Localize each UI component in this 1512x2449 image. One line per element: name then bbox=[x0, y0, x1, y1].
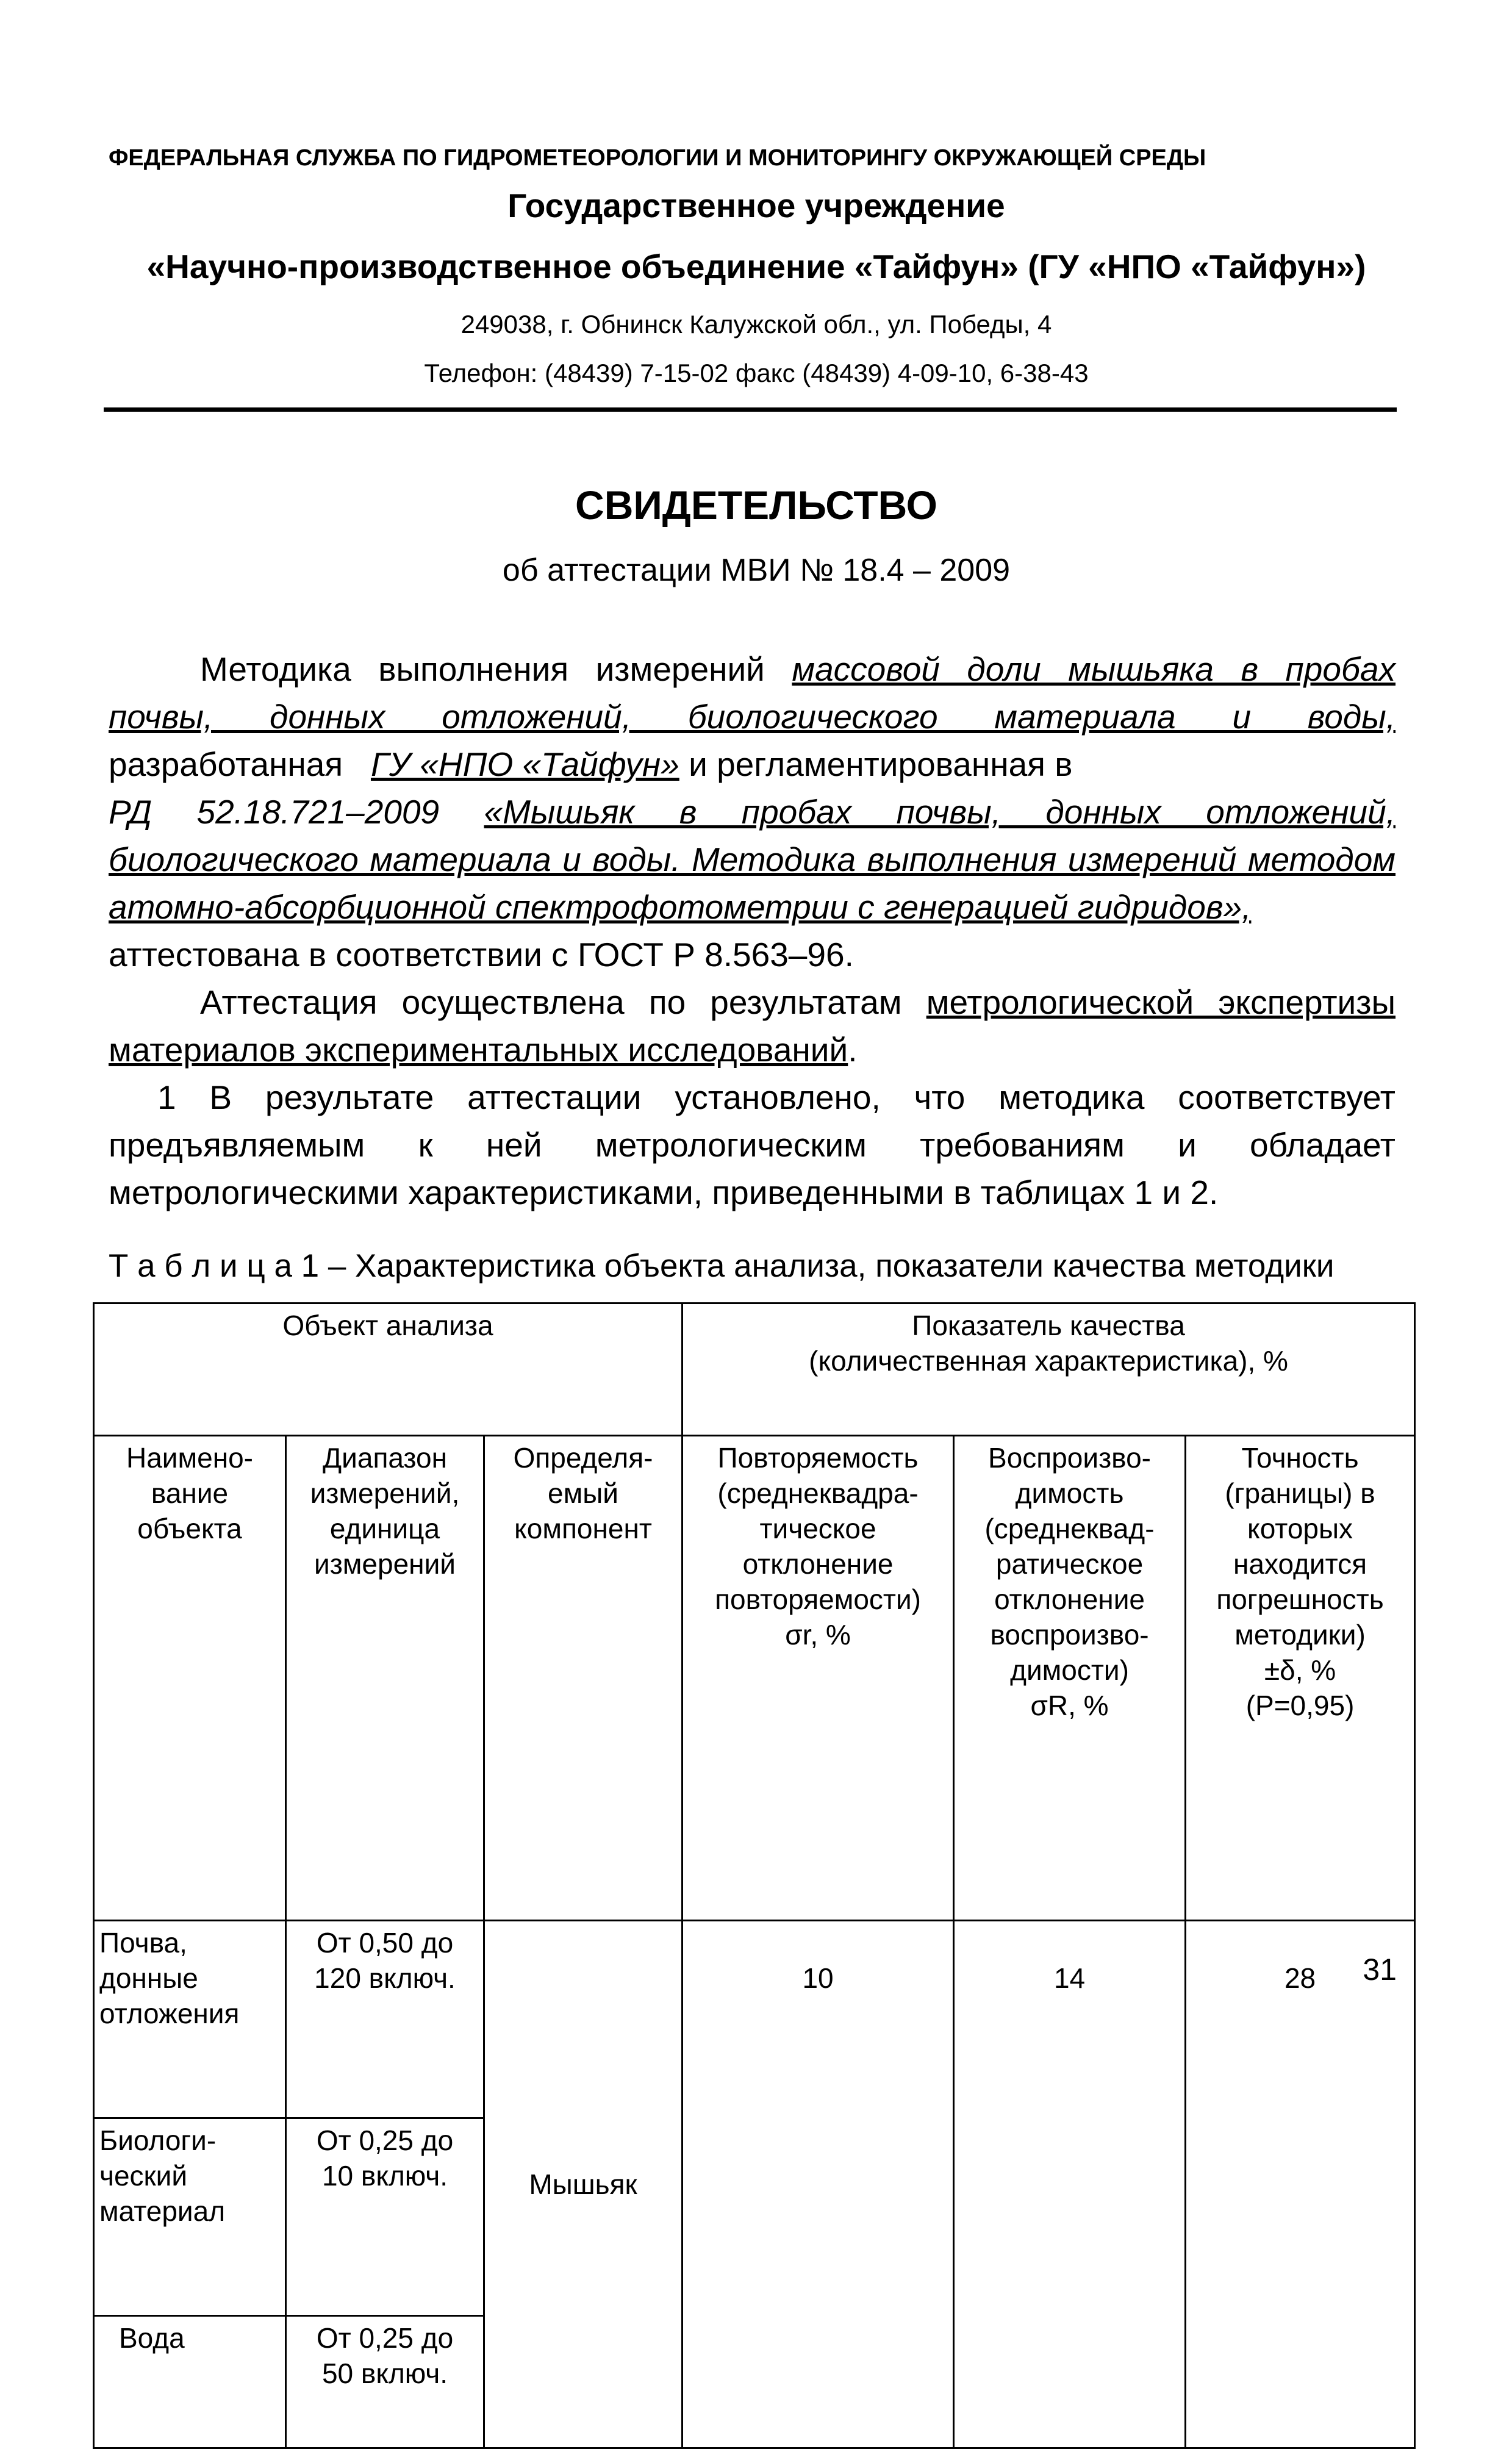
col-header-repeatability: Повторяемость (среднеквадра- тическое отклонение повторяемости) σr, % bbox=[683, 1436, 954, 1921]
row-range-soil: От 0,50 до 120 включ. bbox=[286, 1921, 484, 2118]
document-subtitle: об аттестации МВИ № 18.4 – 2009 bbox=[502, 553, 1011, 588]
col-header-name: Наимено- вание объекта bbox=[94, 1436, 286, 1921]
table1-group-object: Объект анализа bbox=[94, 1303, 683, 1436]
p1-line2: почвы, донных отложений, биологического материала и воды, bbox=[109, 698, 1396, 736]
p1-line7: аттестована в соответствии с ГОСТ Р 8.563–96. bbox=[109, 936, 854, 974]
agency-name: ФЕДЕРАЛЬНАЯ СЛУЖБА ПО ГИДРОМЕТЕОРОЛОГИИ И МОНИТОРИНГУ ОКРУЖАЮЩЕЙ СРЕДЫ bbox=[109, 145, 1206, 171]
p1-line1: Методика выполнения измерений массовой доли мышьяка в пробах bbox=[200, 650, 1396, 688]
table1-group-quality: Показатель качества (количественная характеристика), % bbox=[683, 1303, 1415, 1436]
cell-reproducibility-value: 14 bbox=[954, 1921, 1186, 2448]
p1-line6: атомно-абсорбционной спектрофотометрии с генерацией гидридов», bbox=[109, 888, 1252, 926]
cell-repeatability-value: 10 bbox=[683, 1921, 954, 2448]
row-range-bio: От 0,25 до 10 включ. bbox=[286, 2118, 484, 2315]
p1-line5: биологического материала и воды. Методика выполнения измерений методом bbox=[109, 841, 1396, 878]
institution-type: Государственное учреждение bbox=[507, 187, 1005, 224]
institution-address: 249038, г. Обнинск Калужской обл., ул. Победы, 4 bbox=[460, 310, 1052, 339]
p3-line1: 1 В результате аттестации установлено, что методика соответствует bbox=[157, 1078, 1396, 1116]
institution-name: «Научно-производственное объединение «Тайфун» (ГУ «НПО «Тайфун») bbox=[146, 248, 1366, 285]
page-number: 31 bbox=[1363, 1952, 1397, 1987]
row-object-water: Вода bbox=[94, 2315, 286, 2448]
p2-line2: материалов экспериментальных исследований. bbox=[109, 1031, 858, 1069]
row-range-water: От 0,25 до 50 включ. bbox=[286, 2315, 484, 2448]
col-header-range: Диапазон измерений, единица измерений bbox=[286, 1436, 484, 1921]
institution-phone: Телефон: (48439) 7-15-02 факс (48439) 4-09-10, 6-38-43 bbox=[424, 359, 1089, 387]
header-divider bbox=[104, 407, 1397, 412]
p1-line4: РД 52.18.721–2009 «Мышьяк в пробах почвы, донных отложений, bbox=[109, 793, 1396, 831]
p2-line1: Аттестация осуществлена по результатам метрологической экспертизы bbox=[200, 983, 1396, 1021]
table1-caption: Т а б л и ц а 1 – Характеристика объекта анализа, показатели качества методики bbox=[109, 1248, 1335, 1284]
cell-accuracy-value: 28 bbox=[1186, 1921, 1415, 2448]
table1 bbox=[93, 1302, 1416, 2449]
row-object-bio: Биологи- ческий материал bbox=[94, 2118, 286, 2315]
p3-line2: предъявляемым к ней метрологическим требованиям и обладает bbox=[109, 1126, 1396, 1164]
col-header-accuracy: Точность (границы) в которых находится погрешность методики) ±δ, % (Р=0,95) bbox=[1186, 1436, 1415, 1921]
col-header-reproducibility: Воспроизво- димость (среднеквад- ратическое отклонение воспроизво- димости) σR, % bbox=[954, 1436, 1186, 1921]
document-title: СВИДЕТЕЛЬСТВО bbox=[575, 482, 937, 528]
p1-line3: разработанная ГУ «НПО «Тайфун» и регламентированная в bbox=[109, 745, 1073, 783]
table-row bbox=[94, 1921, 1415, 2118]
row-object-soil: Почва, донные отложения bbox=[94, 1921, 286, 2118]
table1-column-header-row bbox=[94, 1436, 1415, 1921]
p3-line3: метрологическими характеристиками, приведенными в таблицах 1 и 2. bbox=[109, 1174, 1219, 1211]
cell-component: Мышьяк bbox=[484, 1921, 683, 2448]
table1-group-header-row bbox=[94, 1303, 1415, 1436]
col-header-component: Определя- емый компонент bbox=[484, 1436, 683, 1921]
